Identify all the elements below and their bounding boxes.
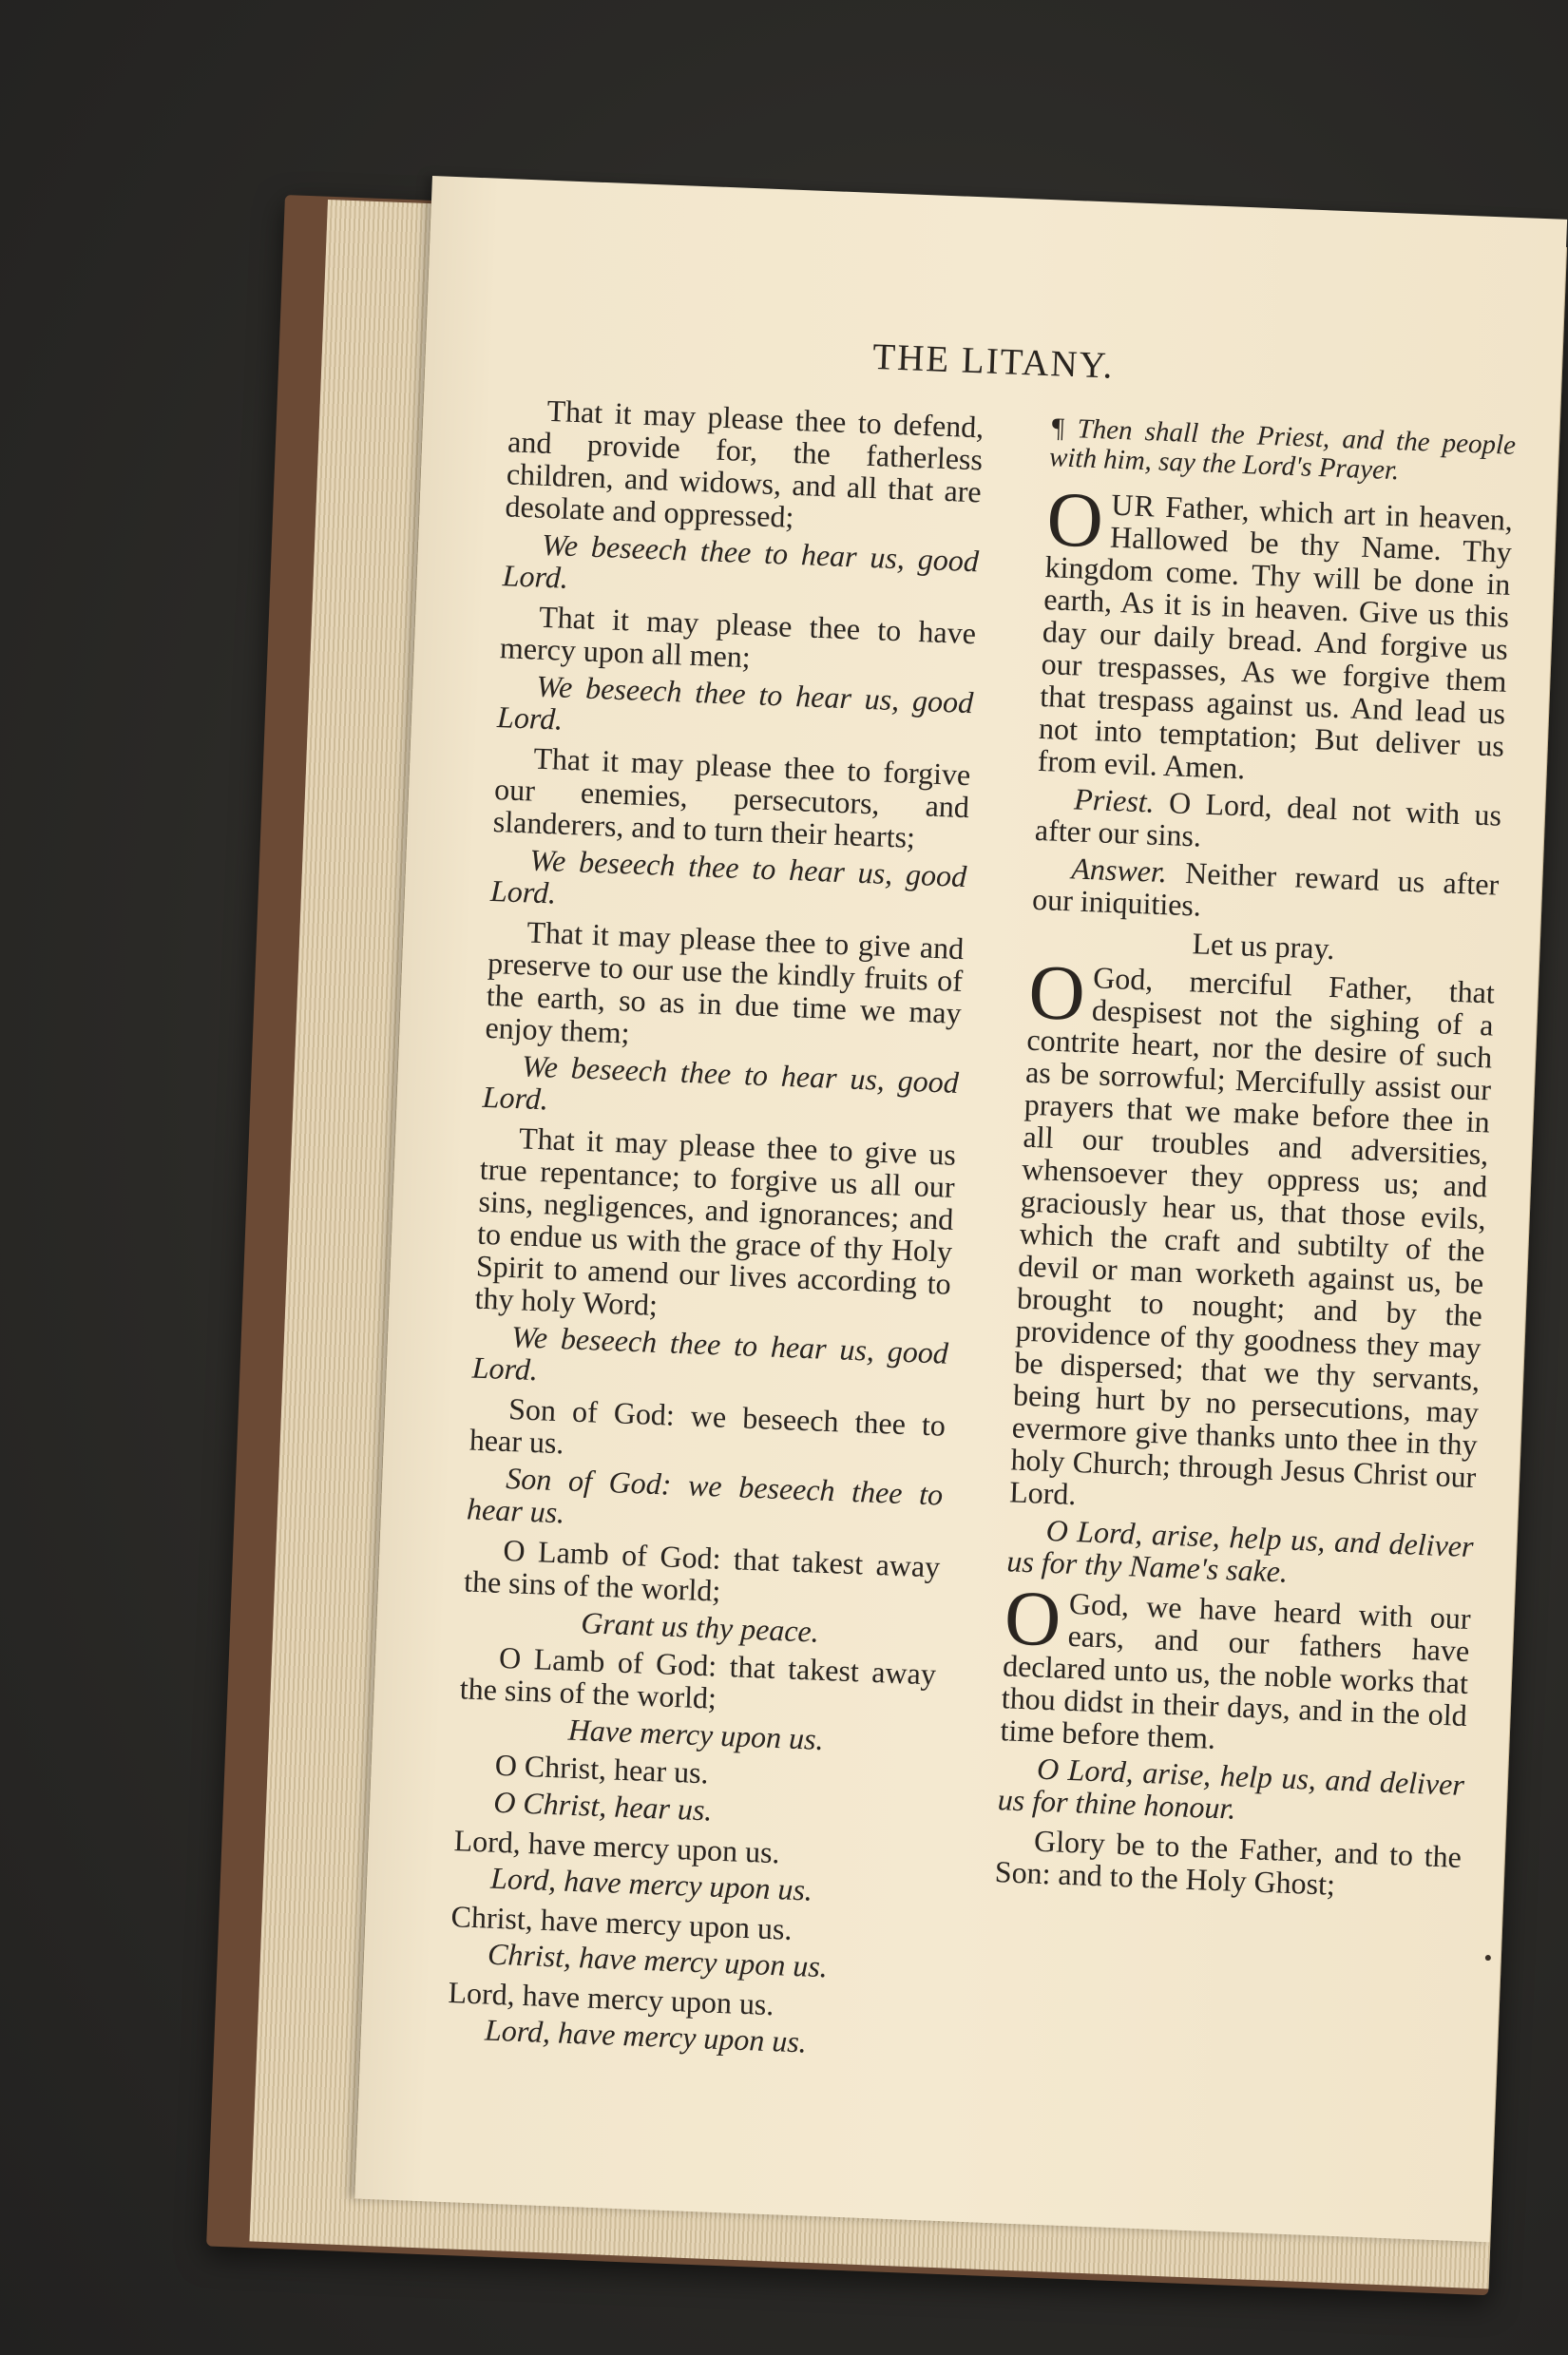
petition: O Lamb of God: that takest away the sins of the world; — [463, 1532, 941, 1608]
priest-text: O Lord, deal not with us after our sins. — [1034, 784, 1502, 853]
response: Have mercy upon us. — [567, 1712, 825, 1757]
petition: That it may please thee to forgive our enemies, persecutors, and slanderers, and to turn their hearts; — [492, 740, 971, 854]
petition: That it may please thee to give us true repentance; to forgive us all our sins, negligences, and ignorances; and to endue us with the grace of thy Holy Spirit to amend our lives according to thy holy Word; — [474, 1120, 957, 1322]
rubric: ¶ Then shall the Priest, and the people with him, say the Lord's Prayer. — [1048, 412, 1517, 487]
let-us-pray: Let us pray. — [1191, 926, 1336, 967]
collect — [1008, 948, 1496, 1525]
petition: O Lamb of God: that takest away the sins of the world; — [459, 1639, 937, 1715]
petition: That it may please thee to give and preserve to our use the kindly fruits of the earth, so as in due time we may enjoy them; — [484, 914, 965, 1050]
drop-capital: O — [1026, 948, 1087, 1037]
petition: Son of God: we beseech thee to hear us. — [468, 1391, 947, 1461]
response: We beseech thee to hear us, good Lord. — [471, 1319, 949, 1388]
running-header: THE LITANY. — [871, 335, 1116, 387]
response: Lord, have mercy upon us. — [489, 1860, 813, 1907]
petition: Lord, have mercy upon us. — [453, 1823, 781, 1870]
answer-text: Neither reward us after our iniquities. — [1031, 854, 1500, 923]
petition: O Christ, hear us. — [494, 1747, 710, 1790]
collect — [999, 1574, 1472, 1764]
response: We beseech thee to hear us, good Lord. — [502, 527, 980, 595]
petition: That it may please thee to defend, and provide for, the fatherless children, and widows, and all that are desolate and oppressed; — [505, 392, 985, 534]
book-page — [354, 176, 1567, 2242]
response: We beseech thee to hear us, good Lord. — [482, 1048, 960, 1117]
response: O Lord, arise, help us, and deliver us for thine honour. — [997, 1751, 1465, 1826]
response: Grant us thy peace. — [580, 1605, 820, 1649]
priest-label: Priest. — [1073, 781, 1156, 819]
response: We beseech thee to hear us, good Lord. — [496, 668, 974, 737]
response: We beseech thee to hear us, good Lord. — [489, 842, 967, 910]
small-caps-word: UR — [1110, 487, 1157, 524]
priest-versicle — [1034, 781, 1501, 864]
petition: That it may please thee to have mercy upon all men; — [499, 599, 977, 675]
drop-capital: O — [1003, 1574, 1063, 1663]
answer-response — [1032, 851, 1500, 933]
collect-text: God, we have heard with our ears, and our fathers have declared unto us, the noble works that thou didst in their days, and in the old time before them. — [999, 1585, 1472, 1755]
response: O Christ, hear us. — [492, 1784, 714, 1828]
response: O Lord, arise, help us, and deliver us for thy Name's sake. — [1005, 1512, 1475, 1589]
response: Lord, have mercy upon us. — [484, 2012, 808, 2059]
response: Son of God: we beseech thee to hear us. — [466, 1460, 944, 1530]
gloria: Glory be to the Father, and to the Son: and to the Holy Ghost; — [994, 1823, 1463, 1902]
collect-text: God, merciful Father, that despisest not the sighing of a contrite heart, nor the desire of such as be sorrowful; Mercifully assist our prayers that we make before thee in all our troubles and adversities, whensoever they oppress us; and graciously hear us, that those evils, which the craft and subtilty of the devil or man worketh against us, be brought to nought; and by the providence of thy goodness they may be dispersed; that we thy servants, being hurt by no persecutions, may evermore give thanks unto thee in thy holy Church; through Jesus Christ our Lord. — [1008, 960, 1496, 1512]
lords-prayer-text: Father, which art in heaven, Hallowed be thy Name. Thy kingdom come. Thy will be done in earth, As it is in heaven. Give us this day our daily bread. And forgive us our trespasses, As we forgive them that trespass against us. And lead us not into temptation; But deliver us from evil. Amen. — [1037, 488, 1514, 786]
left-column — [446, 392, 985, 2070]
drop-capital: O — [1044, 475, 1105, 565]
petition: Christ, have mercy upon us. — [450, 1899, 794, 1946]
answer-label: Answer. — [1070, 851, 1168, 890]
ink-speck — [1485, 1955, 1491, 1961]
right-column — [994, 413, 1516, 1910]
response: Christ, have mercy upon us. — [487, 1936, 829, 1984]
lords-prayer — [1037, 475, 1514, 795]
petition: Lord, have mercy upon us. — [447, 1975, 775, 2022]
